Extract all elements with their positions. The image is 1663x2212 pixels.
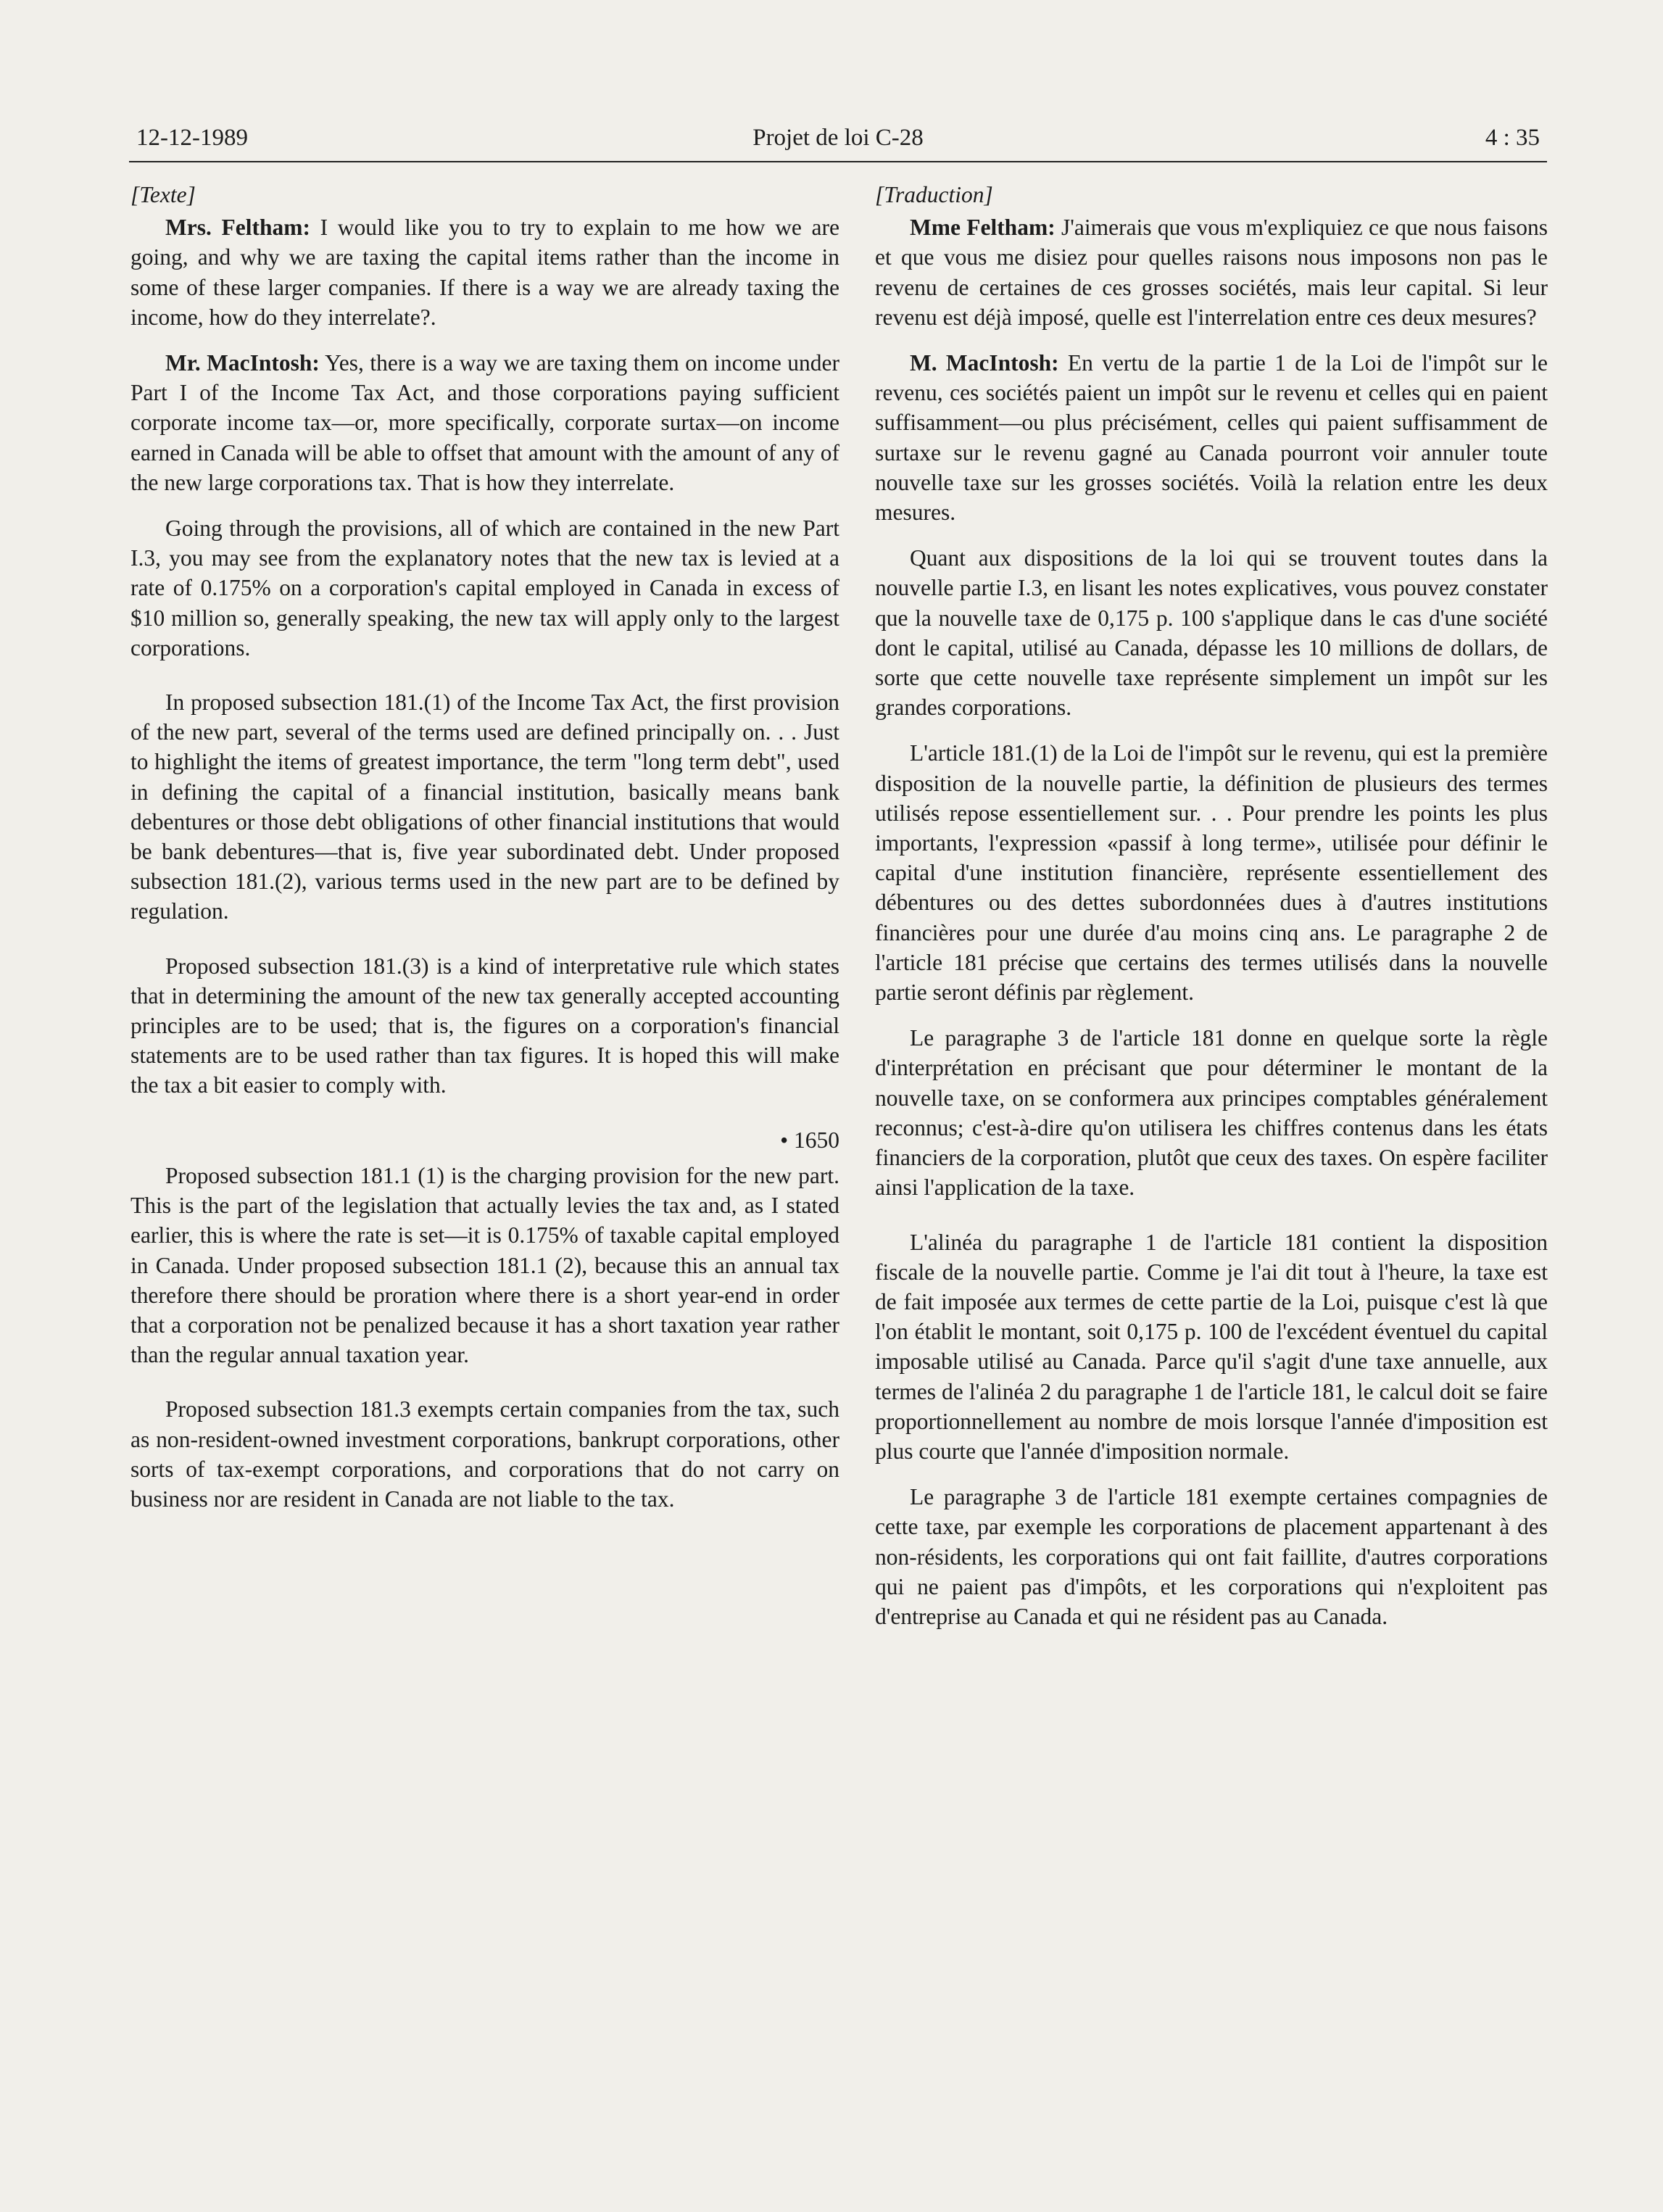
paragraph: Proposed subsection 181.3 exempts certain companies from the tax, such as non-resident-owned investment corporations, bankrupt corporations, other sorts of tax-exempt corporations, and corporations that do not carry on business nor are resident in Canada are not liable to the tax. [130, 1396, 839, 1512]
paragraph [130, 212, 839, 332]
speaker-name: Mrs. Feltham: [165, 215, 310, 241]
paragraph: In proposed subsection 181.(1) of the Income Tax Act, the first provision of the new part, several of the terms used are defined principally on. . . Just to highlight the items of greatest importance, the term "long term debt", used in defining the capital of a financial institution, basically means bank debentures or those debt obligations of other financial institutions that would be bank debentures—that is, five year subordinated debt. Under proposed subsection 181.(2), various terms used in the new part are to be defined by regulation. [130, 689, 839, 924]
speaker-name: Mme Feltham: [910, 215, 1056, 241]
paragraph: Proposed subsection 181.(3) is a kind of interpretative rule which states that in determining the amount of the new tax generally accepted accounting principles are to be used; that is, the figures on a corporation's financial statements are to be used rather than tax figures. It is hoped this will make the tax a bit easier to comply with. [130, 953, 839, 1098]
paragraph [875, 348, 1548, 527]
paragraph-text: I would like you to try to explain to me how we are going, and why we are taxing the capital items rather than the income in some of these larger companies. If there is a way we are already taxing the income, how do they interrelate?. [130, 215, 840, 330]
paragraph [130, 348, 839, 497]
paragraph [875, 212, 1548, 332]
text-tag: [Texte] [130, 182, 196, 207]
paragraph: Quant aux dispositions de la loi qui se trouvent toutes dans la nouvelle partie I.3, en lisant les notes explicatives, vous pouvez constater que la nouvelle taxe de 0,175 p. 100 s'applique dans le cas d'une société dont le capital, utilisé au Canada, dépasse les 10 millions de dollars, de sorte que cette nouvelle taxe représente simplement un impôt sur les grandes corporations. [875, 545, 1548, 721]
paragraph-text: J'aimerais que vous m'expliquiez ce que nous faisons et que vous me disiez pour quelles raisons nous imposons non pas le revenu de certaines de ces grosses sociétés, mais leur capital. Si leur revenu est déjà imposé, quelle est l'interrelation entre ces deux mesures? [875, 215, 1548, 330]
translation-tag: [Traduction] [875, 182, 993, 207]
header-title: Projet de loi C-28 [752, 125, 924, 151]
paragraph: Going through the provisions, all of which are contained in the new Part I.3, you may see from the explanatory notes that the new tax is levied at a rate of 0.175% on a corporation's capital employed in Canada in excess of $10 million so, generally speaking, the new tax will apply only to the largest corporations. [130, 515, 839, 660]
header-date: 12-12-1989 [136, 125, 248, 151]
english-column [130, 180, 839, 1530]
page-header [129, 122, 1547, 162]
header-page-number: 4 : 35 [1485, 125, 1540, 151]
timestamp: • 1650 [780, 1127, 839, 1153]
speaker-name: Mr. MacIntosh: [165, 350, 320, 376]
paragraph: Le paragraphe 3 de l'article 181 donne en quelque sorte la règle d'interprétation en précisant que pour déterminer le montant de la nouvelle taxe, on se conformera aux principes comptables généralement reconnus; c'est-à-dire qu'on utilisera les chiffres contenus dans les états financiers de la corporation, plutôt que ceux des taxes. On espère faciliter ainsi l'application de la taxe. [875, 1025, 1548, 1201]
speaker-name: M. MacIntosh: [910, 350, 1059, 376]
french-column [875, 180, 1548, 1647]
paragraph: Le paragraphe 3 de l'article 181 exempte certaines compagnies de cette taxe, par exemple les corporations de placement appartenant à des non-résidents, les corporations qui ont fait faillite, d'autres corporations qui ne paient pas d'impôts, et les corporations qui n'exploitent pas d'entreprise au Canada et qui ne résident pas au Canada. [875, 1484, 1548, 1629]
paragraph-text: En vertu de la partie 1 de la Loi de l'impôt sur le revenu, ces sociétés paient un impôt sur le revenu et celles qui en paient suffisamment—ou plus précisément, celles qui paient suffisamment de surtaxe sur le revenu gagné au Canada pourront voir annuler toute nouvelle taxe sur les grosses sociétés. Voilà la relation entre les deux mesures. [875, 350, 1548, 526]
paragraph-text: Yes, there is a way we are taxing them on income under Part I of the Income Tax Act, and those corporations paying sufficient corporate income tax—or, more specifically, corporate surtax—on income earned in Canada will be able to offset that amount with the amount of any of the new large corporations tax. That is how they interrelate. [130, 350, 839, 495]
paragraph: L'alinéa du paragraphe 1 de l'article 181 contient la disposition fiscale de la nouvelle partie. Comme je l'ai dit tout à l'heure, la taxe est de fait imposée aux termes de cette partie de la Loi, puisque c'est là que l'on établit le montant, soit 0,175 p. 100 de l'excédent éventuel du capital imposable utilisé au Canada. Parce qu'il s'agit d'une taxe annuelle, aux termes de l'alinéa 2 du paragraphe 1 de l'article 181, le calcul doit se faire proportionnellement au nombre de mois lorsque l'année d'imposition est plus courte que l'année d'imposition normale. [875, 1229, 1548, 1464]
paragraph: L'article 181.(1) de la Loi de l'impôt sur le revenu, qui est la première disposition de la nouvelle partie, la définition de plusieurs des termes utilisés repose essentiellement sur. . . Pour prendre les points les plus importants, l'expression «passif à long terme», utilisée pour définir le capital d'une institution financière, représente essentiellement des débentures ou des dettes subordonnées dues à d'autres institutions financières pour une durée d'au moins cinq ans. Le paragraphe 2 de l'article 181 précise que certains des termes utilisés dans la nouvelle partie seront définis par règlement. [875, 740, 1548, 1006]
paragraph: Proposed subsection 181.1 (1) is the charging provision for the new part. This is the part of the legislation that actually levies the tax and, as I stated earlier, this is where the rate is set—it is 0.175% of taxable capital employed in Canada. Under proposed subsection 181.1 (2), because this an annual tax therefore there should be proration where there is a short year-end in order that a corporation not be penalized because it has a short taxation year rather than the regular annual taxation year. [130, 1162, 839, 1368]
